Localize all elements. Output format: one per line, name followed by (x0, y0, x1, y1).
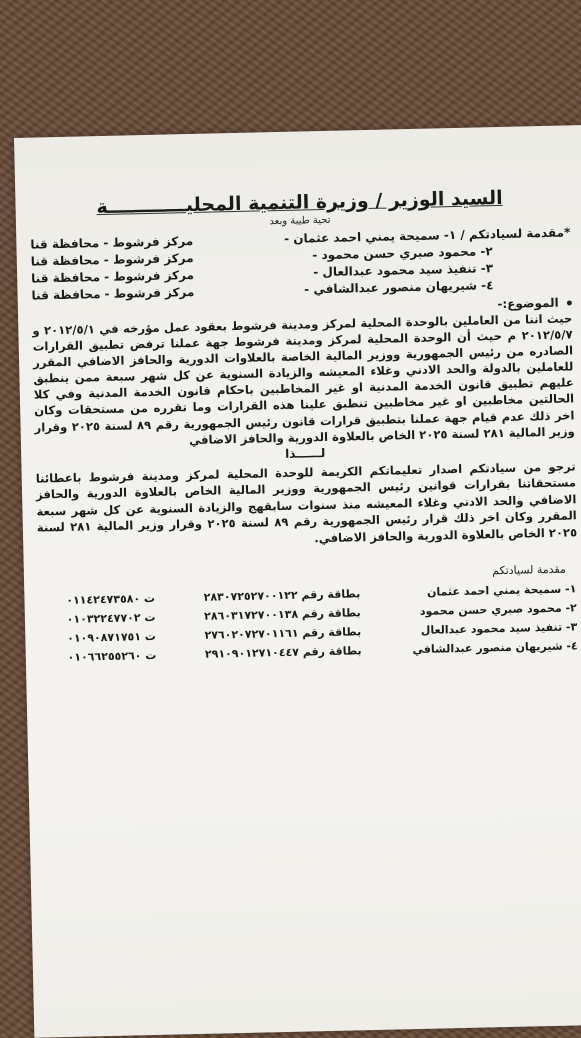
signer-name: ١- سميحة يمني احمد عثمان (426, 582, 577, 599)
signer-card: بطاقة رقم ٢٩١٠٩٠١٢٧١٠٤٤٧ (204, 644, 362, 662)
bullet-icon (567, 300, 572, 305)
intro-name: ٤- شيريهان منصور عبدالشافي - (304, 278, 494, 297)
letter-body: حيث اننا من العاملين بالوحدة المحلية لمركز ومدينة فرشوط بعقود عمل مؤرخه في ٢٠١٢/٥/١ و ٢٠١٢/٥/٧ م حيث أن الوحدة المحلية لمركز ومدينة فرشوط جهة عملنا ترفض تطبيق القرارات الصادره من رئيس الجمهورية ووزير المالية الخاصة بالعلاوات الدورية والحافز الاضافي المقرر للعاملين بالدولة والحد الادني وغلاء المعيشه والزيادة السنوية عن كل شهر سبعة ممن ينطبق عليهم تطبيق قانون الخدمة المدنية او غير المخاطبين باحكام قانون الخدمة المدنية وفي كلا الحالتين مخاطبين او غير مخاطبين تنطبق علينا هذه القرارات وما تقرره من مستحقات وكان اخر ذلك عدم قيام جهة عملنا بتطبيق قرارات قانون رئيس الجمهورية رقم ٨٩ لسنة ٢٠٢٥ وقرار وزير المالية ٢٨١ لسنة ٢٠٢٥ الخاص بالعلاوة الدورية والحافز الاضافي (32, 311, 575, 447)
subject-label: الموضوع:- (497, 295, 559, 312)
signer-phone: ت ٠١٠٩٠٨٧١٧٥١ (67, 630, 157, 646)
closing-line: مقدمة لسيادتكم (492, 562, 567, 578)
signer-card: بطاقة رقم ٢٨٦٠٣١٧٢٧٠٠١٣٨ (203, 606, 361, 624)
greeting: تحية طيبة وبعد (269, 214, 331, 228)
intro-name: ٣- تنفيذ سيد محمود عبدالعال - (313, 261, 494, 280)
letter-request: ترجو من سيادتكم اصدار تعليماتكم الكريمة للوحدة المحلية لمركز ومدينة فرشوط باعطائنا مستحقاتنا بقرارات قوانين رئيس الجمهورية ووزير المالية الخاص بالعلاوة الدورية والحافز الاضافي والحد الادني وغلاء المعيشه منذ سنوات سابقهج والزيادة السنوية عن كل شهر سبعة المقرر وكان اخر ذلك قرار رئيس الجمهورية رقم ٨٩ لسنة ٢٠٢٥ وقرار وزير المالية ٢٨١ لسنة ٢٠٢٥ الخاص بالعلاوة الدورية والحافز الاضافي. (35, 459, 578, 546)
signers-table (38, 580, 580, 668)
intro-block (30, 224, 571, 304)
intro-name: ٢- محمود صبري حسن محمود - (312, 244, 493, 263)
intro-name: ١- سميحة يمني احمد عثمان - (284, 227, 457, 246)
signer-phone: ت ٠١٠٦٦٢٥٥٢٦٠ (67, 649, 157, 665)
paper-sheet (14, 125, 581, 1038)
signer-name: ٣- تنفيذ سيد محمود عبدالعال (420, 620, 578, 638)
signer-card: بطاقة رقم ٢٧٦٠٢٠٧٢٧٠١١٦١ (204, 625, 362, 643)
signer-card: بطاقة رقم ٢٨٣٠٧٢٥٢٧٠٠١٢٢ (203, 587, 361, 605)
signer-name: ٢- محمود صبري حسن محمود (419, 601, 577, 619)
letter-title: السيد الوزير / وزيرة التنمية المحليــــــــــــة (96, 186, 503, 219)
signer-phone: ت ٠١٠٣٢٢٤٧٧٠٢ (66, 611, 156, 627)
signer-name: ٤- شيريهان منصور عبدالشافي (412, 639, 578, 657)
therefore-heading: لــــــذا (284, 445, 326, 461)
intro-location: مركز فرشوط - محافظة قنا (31, 267, 195, 286)
signer-phone: ت ٠١١٤٢٤٧٣٥٨٠ (66, 592, 156, 608)
intro-prefix: *مقدمة لسيادتكم / (460, 225, 571, 242)
intro-location: مركز فرشوط - محافظة قنا (30, 250, 194, 269)
letter (29, 185, 580, 667)
intro-location: مركز فرشوط - محافظة قنا (30, 233, 194, 252)
intro-location: مركز فرشوط - محافظة قنا (31, 284, 195, 303)
